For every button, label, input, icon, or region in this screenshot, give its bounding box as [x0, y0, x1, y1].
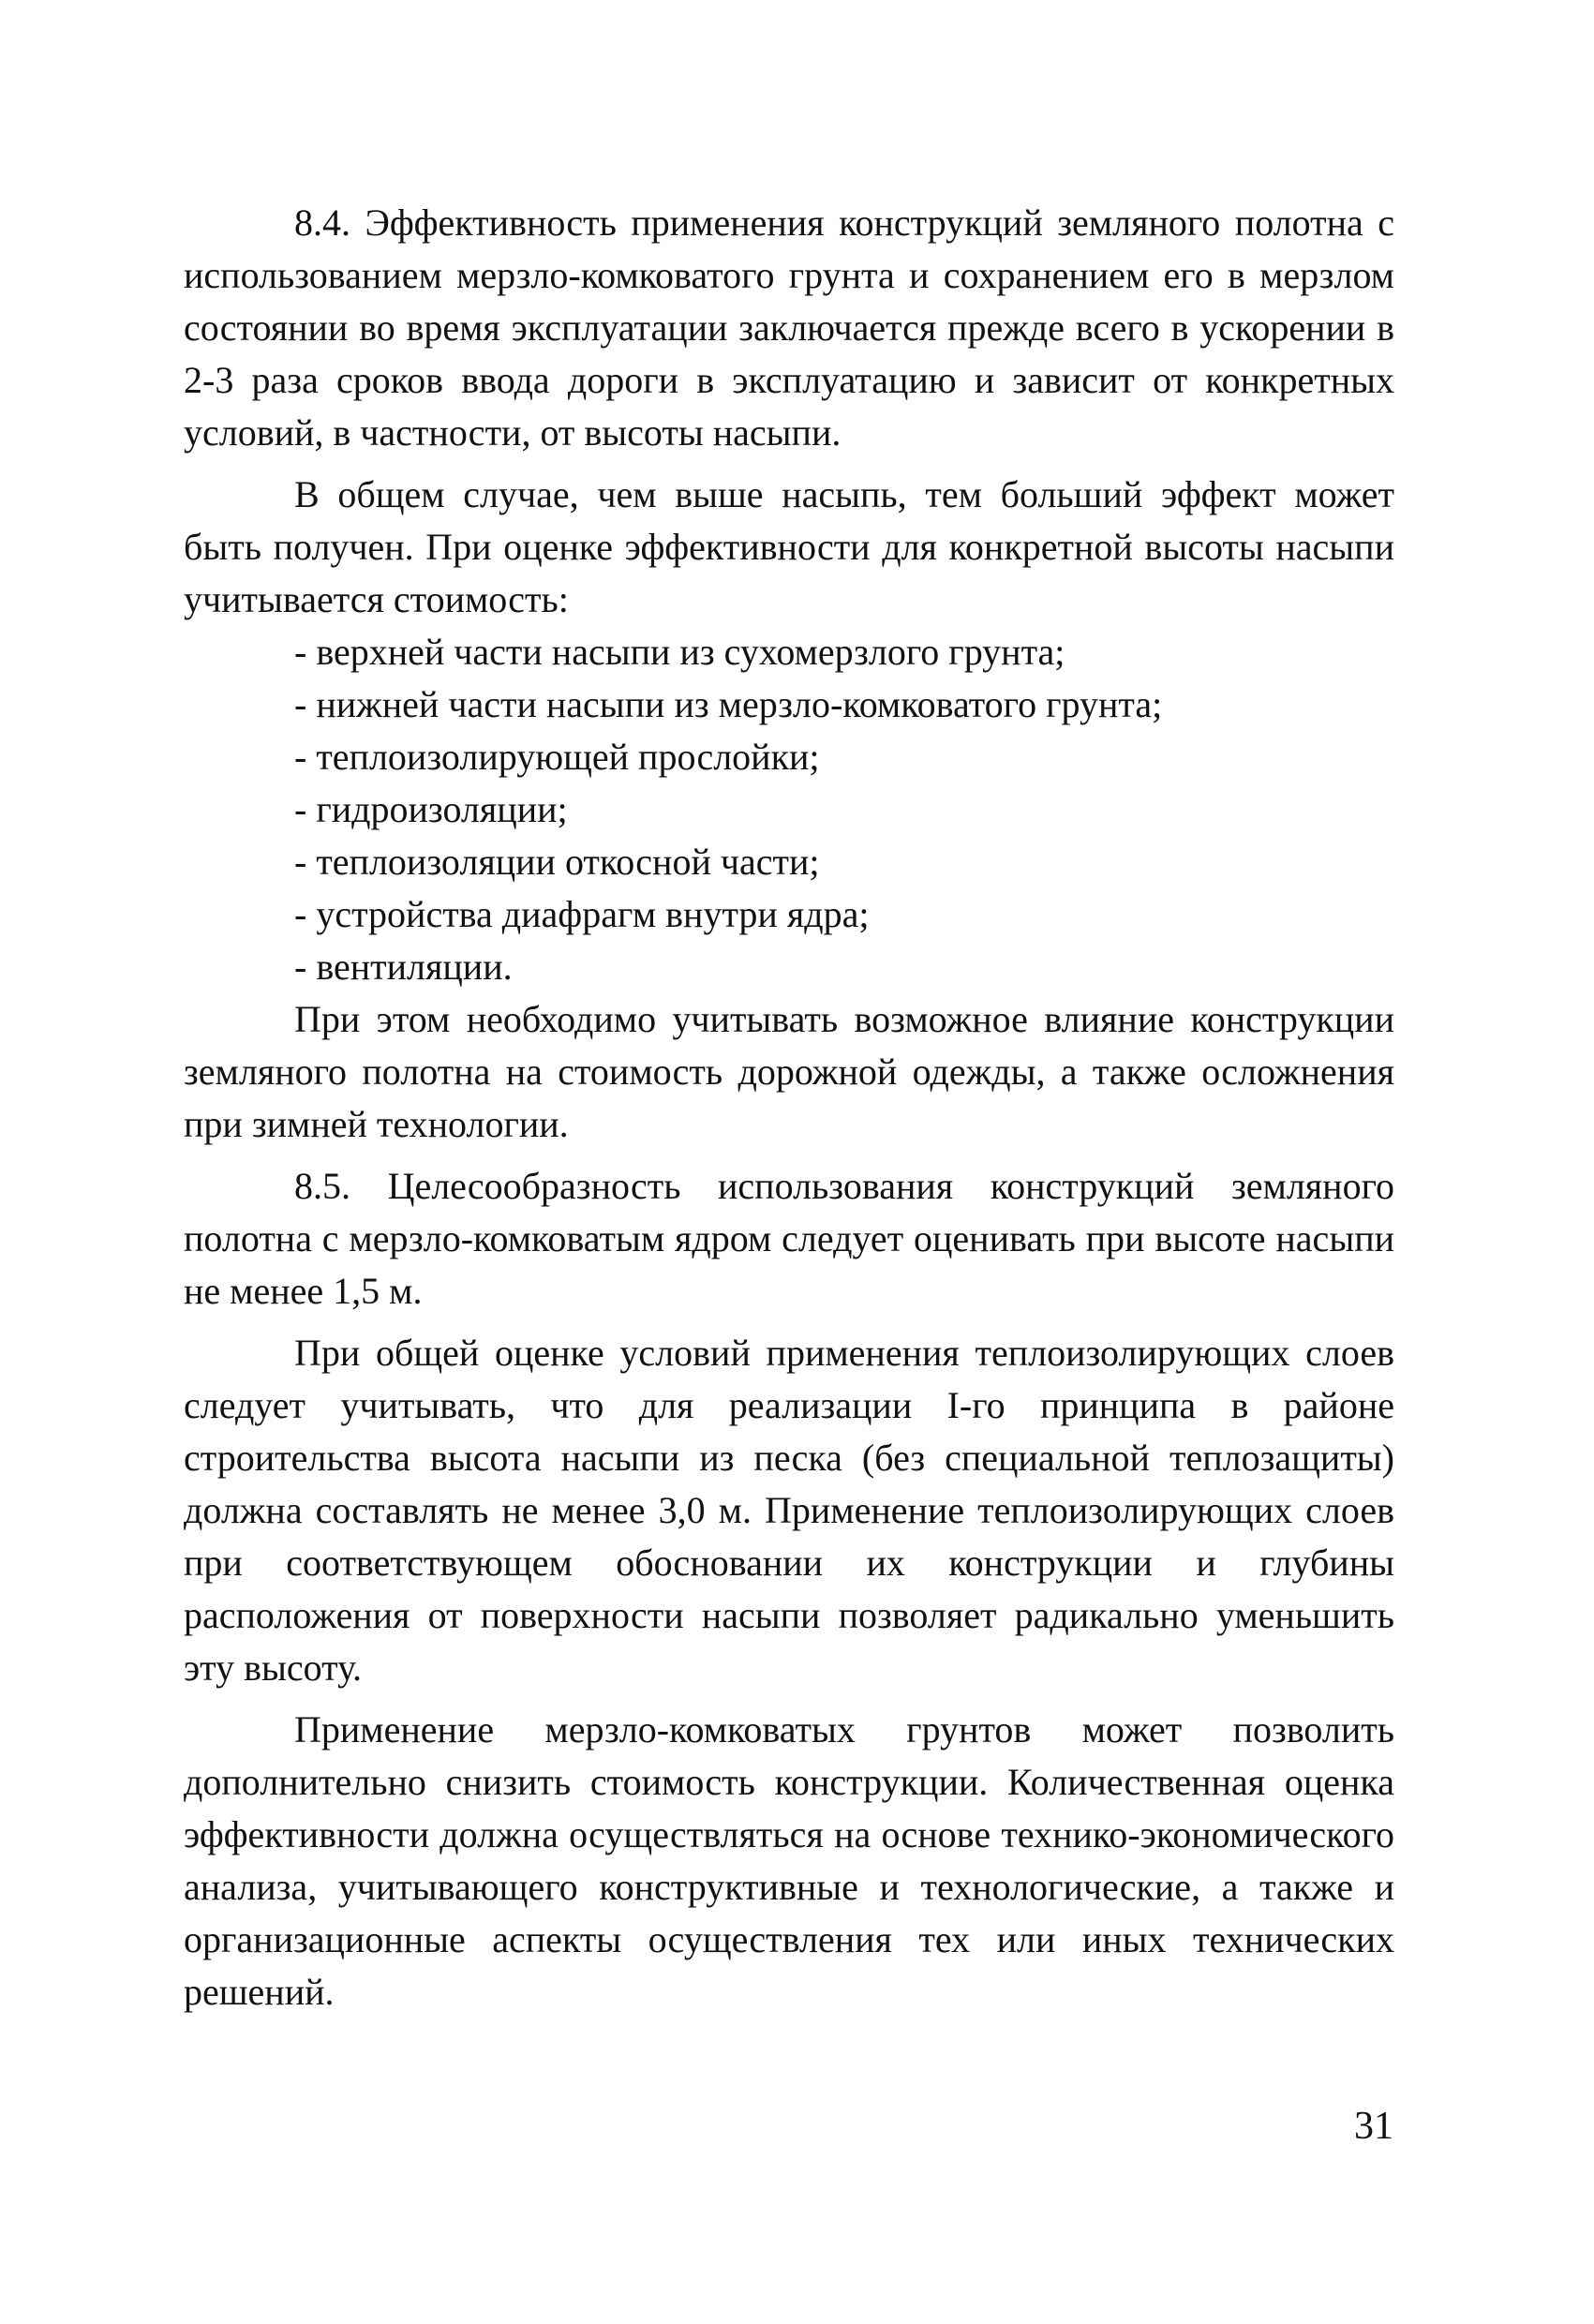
list-item: - гидроизоляции; — [294, 788, 568, 830]
paragraph-8-4: 8.4. Эффективность применения конструкций земляного полотна с использованием мерзло-комковатого грунта и сохранением его в мерзлом состоянии во время эксплуатации заключается прежде всего в ускорении в 2-3 раза сроков ввода дороги в эксплуатацию и зависит от конкретных условий, в частности, от высоты насыпи. — [184, 201, 1394, 454]
list-item: - вентиляции. — [294, 946, 513, 988]
paragraph-frozen-lumpy-soils: Применение мерзло-комковатых грунтов может позволить дополнительно снизить стоимость конструкции. Количественная оценка эффективности должна осуществляться на основе технико-экономического анализа, учитывающего конструктивные и технологические, а также и организационные аспекты осуществления тех или иных технических решений. — [184, 1708, 1394, 2013]
paragraph-road-pavement-influence: При этом необходимо учитывать возможное влияние конструкции земляного полотна на стоимость дорожной одежды, а также осложнения при зимней технологии. — [184, 998, 1394, 1145]
list-item: - нижней части насыпи из мерзло-комковатого грунта; — [294, 683, 1163, 725]
paragraph-cost-intro: В общем случае, чем выше насыпь, тем больший эффект может быть получен. При оценке эффективности для конкретной высоты насыпи учитывается стоимость: — [184, 473, 1394, 620]
paragraph-8-5: 8.5. Целесообразность использования конструкций земляного полотна с мерзло-комковатым ядром следует оценивать при высоте насыпи не менее 1,5 м. — [184, 1165, 1394, 1312]
document-page — [184, 197, 1394, 2019]
list-item: - устройства диафрагм внутри ядра; — [294, 893, 870, 935]
paragraph-thermal-insulation: При общей оценке условий применения теплоизолирующих слоев следует учитывать, что для реализации I-го принципа в районе строительства высота насыпи из песка (без специальной теплозащиты) должна составлять не менее 3,0 м. Применение теплоизолирующих слоев при соответствующем обосновании их конструкции и глубины расположения от поверхности насыпи позволяет радикально уменьшить эту высоту. — [184, 1332, 1394, 1689]
page-number: 31 — [1354, 2105, 1393, 2148]
list-item: - теплоизоляции откосной части; — [294, 841, 820, 883]
cost-items-list — [184, 626, 1394, 993]
list-item: - теплоизолирующей прослойки; — [294, 736, 820, 778]
list-item: - верхней части насыпи из сухомерзлого грунта; — [294, 631, 1065, 673]
